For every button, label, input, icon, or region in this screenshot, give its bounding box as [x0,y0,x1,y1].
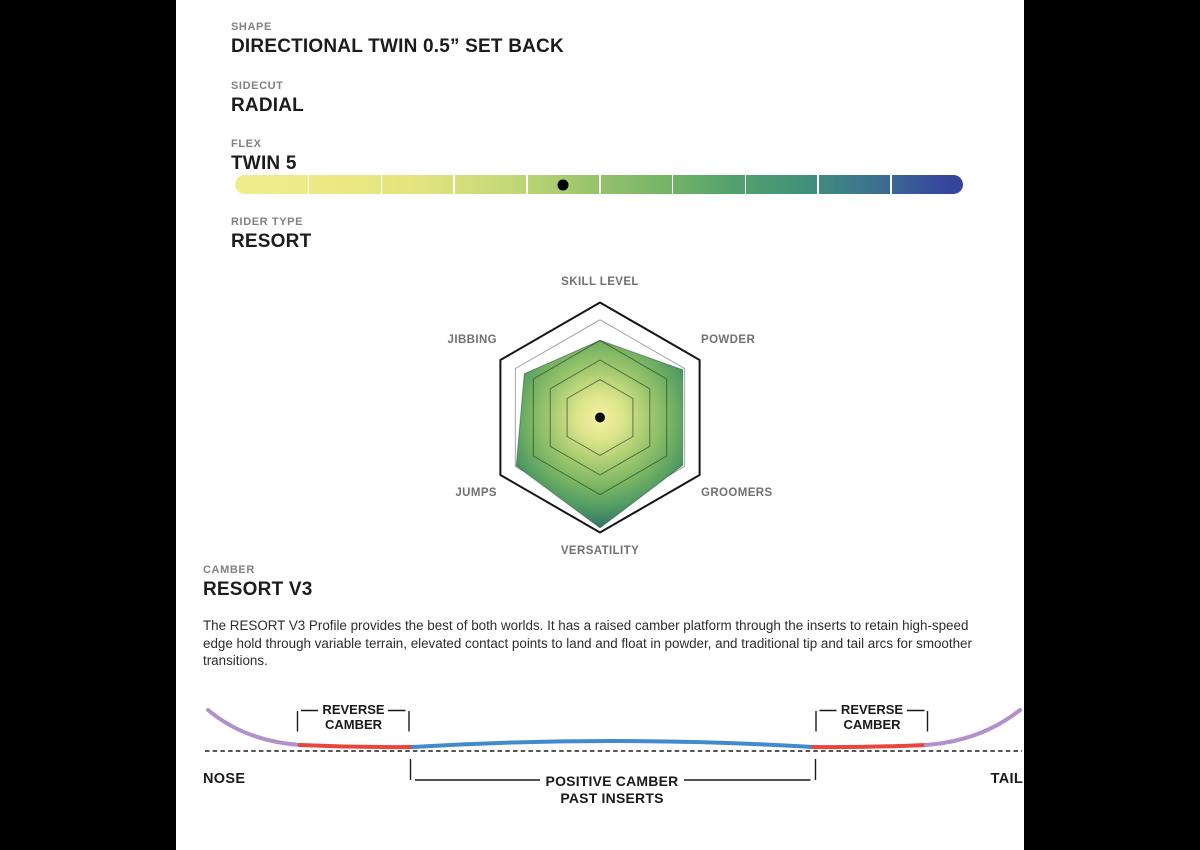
sidecut-value: RADIAL [231,95,304,116]
spec-camber [203,564,313,599]
segment-divider [817,175,819,194]
nose-tip-curve [208,710,300,745]
ability-radar-chart [480,292,720,544]
radar-label-skill-level: SKILL LEVEL [561,276,639,288]
segment-divider [745,175,747,194]
shape-label: SHAPE [231,21,272,33]
tail-tip-curve [926,710,1020,745]
reverse-camber-left-label: REVERSE CAMBER [322,702,385,732]
radar-label-groomers: GROOMERS [701,487,773,499]
tail-label: TAIL [990,771,1023,787]
positive-camber-curve [413,741,813,747]
flex-value-dot [557,179,568,190]
sidecut-label: SIDECUT [231,80,284,92]
spec-sidecut [231,80,304,115]
spec-sheet [176,0,1024,850]
nose-label: NOSE [203,771,246,787]
positive-camber-label: POSITIVE CAMBER PAST INSERTS [545,773,679,806]
reverse-camber-right-label: REVERSE CAMBER [840,702,904,732]
flex-rating-gradient-bar [235,175,963,194]
radar-label-powder: POWDER [701,334,756,346]
camber-value: RESORT V3 [203,579,313,600]
segment-divider [890,175,892,194]
reverse-camber-nose-curve [300,745,413,747]
segment-divider [672,175,674,194]
flex-value: TWIN 5 [231,153,297,174]
flex-label: FLEX [231,138,262,150]
segment-divider [453,175,455,194]
shape-value: DIRECTIONAL TWIN 0.5” SET BACK [231,36,564,57]
spec-rider-type [231,216,311,251]
radar-label-jumps: JUMPS [455,487,497,499]
camber-label: CAMBER [203,564,255,576]
camber-description: The RESORT V3 Profile provides the best of both worlds. It has a raised camber platform through the inserts to retain high-speed edge hold through variable terrain, elevated contact points to land and float in powder, and traditional tip and tail arcs for smoother transitions. [203,618,972,669]
segment-divider [308,175,310,194]
radar-label-jibbing: JIBBING [447,334,497,346]
segment-divider [526,175,528,194]
radar-label-versatility: VERSATILITY [560,545,640,557]
spec-shape [231,21,564,56]
radar-center-dot [595,413,605,423]
segment-divider [599,175,601,194]
reverse-camber-tail-curve [813,745,926,747]
spec-flex [231,138,297,173]
rider-type-label: RIDER TYPE [231,216,304,228]
segment-divider [381,175,383,194]
rider-type-value: RESORT [231,231,312,252]
